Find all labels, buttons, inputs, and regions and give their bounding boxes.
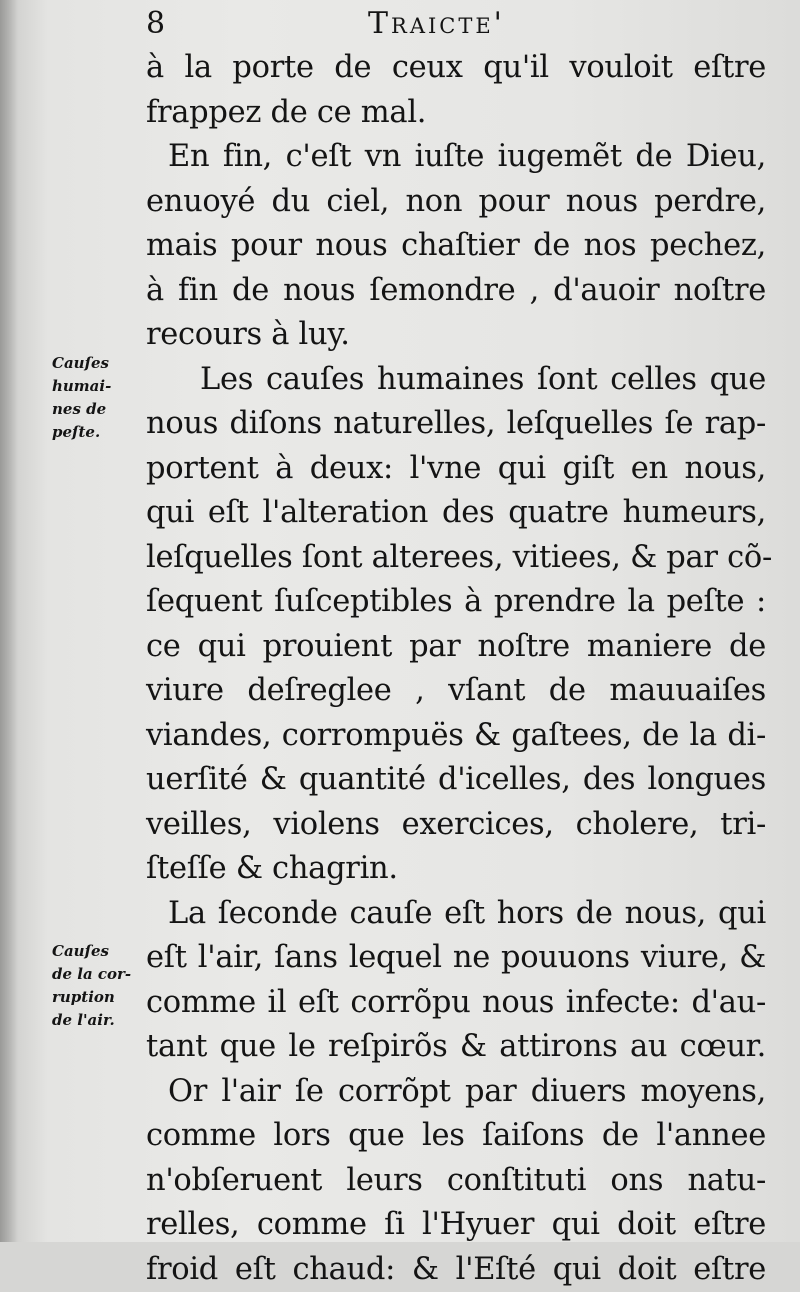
text-line: recours à luy. bbox=[146, 313, 766, 358]
text-line: veilles, violens exercices, cholere, tri- bbox=[146, 803, 766, 848]
text-line: n'obſeruent leurs conſtituti ons natu- bbox=[146, 1159, 766, 1204]
margin-note-causes-air bbox=[52, 940, 131, 1032]
text-line: comme il eſt corrõpu nous infecte: d'au- bbox=[146, 981, 766, 1026]
text-line: En fin, c'eſt vn iuſte iugemẽt de Dieu, bbox=[146, 135, 766, 180]
text-line: ce qui prouient par noſtre maniere de bbox=[146, 625, 766, 670]
page-header bbox=[146, 4, 766, 48]
page-number: 8 bbox=[146, 4, 165, 44]
text-line: uerſité & quantité d'icelles, des longues bbox=[146, 758, 766, 803]
margin-note-line: ruption bbox=[52, 986, 131, 1009]
text-line: relles, comme ſi l'Hyuer qui doit eſtre bbox=[146, 1203, 766, 1248]
text-line: Les cauſes humaines ſont celles que bbox=[146, 358, 766, 403]
text-line: Or l'air ſe corrõpt par diuers moyens, bbox=[146, 1070, 766, 1115]
text-line: nous diſons naturelles, leſquelles ſe rap- bbox=[146, 402, 766, 447]
margin-note-line: de la cor- bbox=[52, 963, 131, 986]
margin-note-line: peſte. bbox=[52, 421, 111, 444]
text-line: viure deſreglee , vſant de mauuaiſes bbox=[146, 669, 766, 714]
margin-note-line: nes de bbox=[52, 398, 111, 421]
body-text bbox=[146, 46, 766, 1292]
text-line: tant que le reſpirõs & attirons au cœur. bbox=[146, 1025, 766, 1070]
text-line: viandes, corrompuës & gaſtees, de la di- bbox=[146, 714, 766, 759]
margin-note-causes-humaines bbox=[52, 352, 111, 444]
text-line: à fin de nous ſemondre , d'auoir noſtre bbox=[146, 269, 766, 314]
text-line: ſteſſe & chagrin. bbox=[146, 847, 766, 892]
margin-note-line: Cauſes bbox=[52, 940, 131, 963]
text-line: La ſeconde cauſe eſt hors de nous, qui bbox=[146, 892, 766, 937]
text-line: mais pour nous chaſtier de nos pechez, bbox=[146, 224, 766, 269]
margin-note-line: de l'air. bbox=[52, 1009, 131, 1032]
text-line: comme lors que les ſaiſons de l'annee bbox=[146, 1114, 766, 1159]
text-line: frappez de ce mal. bbox=[146, 91, 766, 136]
text-line: ſequent ſuſceptibles à prendre la peſte : bbox=[146, 580, 766, 625]
gutter-shadow bbox=[0, 0, 18, 1242]
running-title: Traicte' bbox=[368, 4, 505, 44]
text-line: enuoyé du ciel, non pour nous perdre, bbox=[146, 180, 766, 225]
text-line: froid eſt chaud: & l'Eſté qui doit eſtre bbox=[146, 1248, 766, 1292]
text-line: qui eſt l'alteration des quatre humeurs, bbox=[146, 491, 766, 536]
margin-note-line: Cauſes bbox=[52, 352, 111, 375]
text-line: eſt l'air, ſans lequel ne pouuons viure, & bbox=[146, 936, 766, 981]
text-line: à la porte de ceux qu'il vouloit eſtre bbox=[146, 46, 766, 91]
text-line: portent à deux: l'vne qui giſt en nous, bbox=[146, 447, 766, 492]
text-line: leſquelles ſont alterees, vitiees, & par cõ- bbox=[146, 536, 766, 581]
margin-note-line: humai- bbox=[52, 375, 111, 398]
